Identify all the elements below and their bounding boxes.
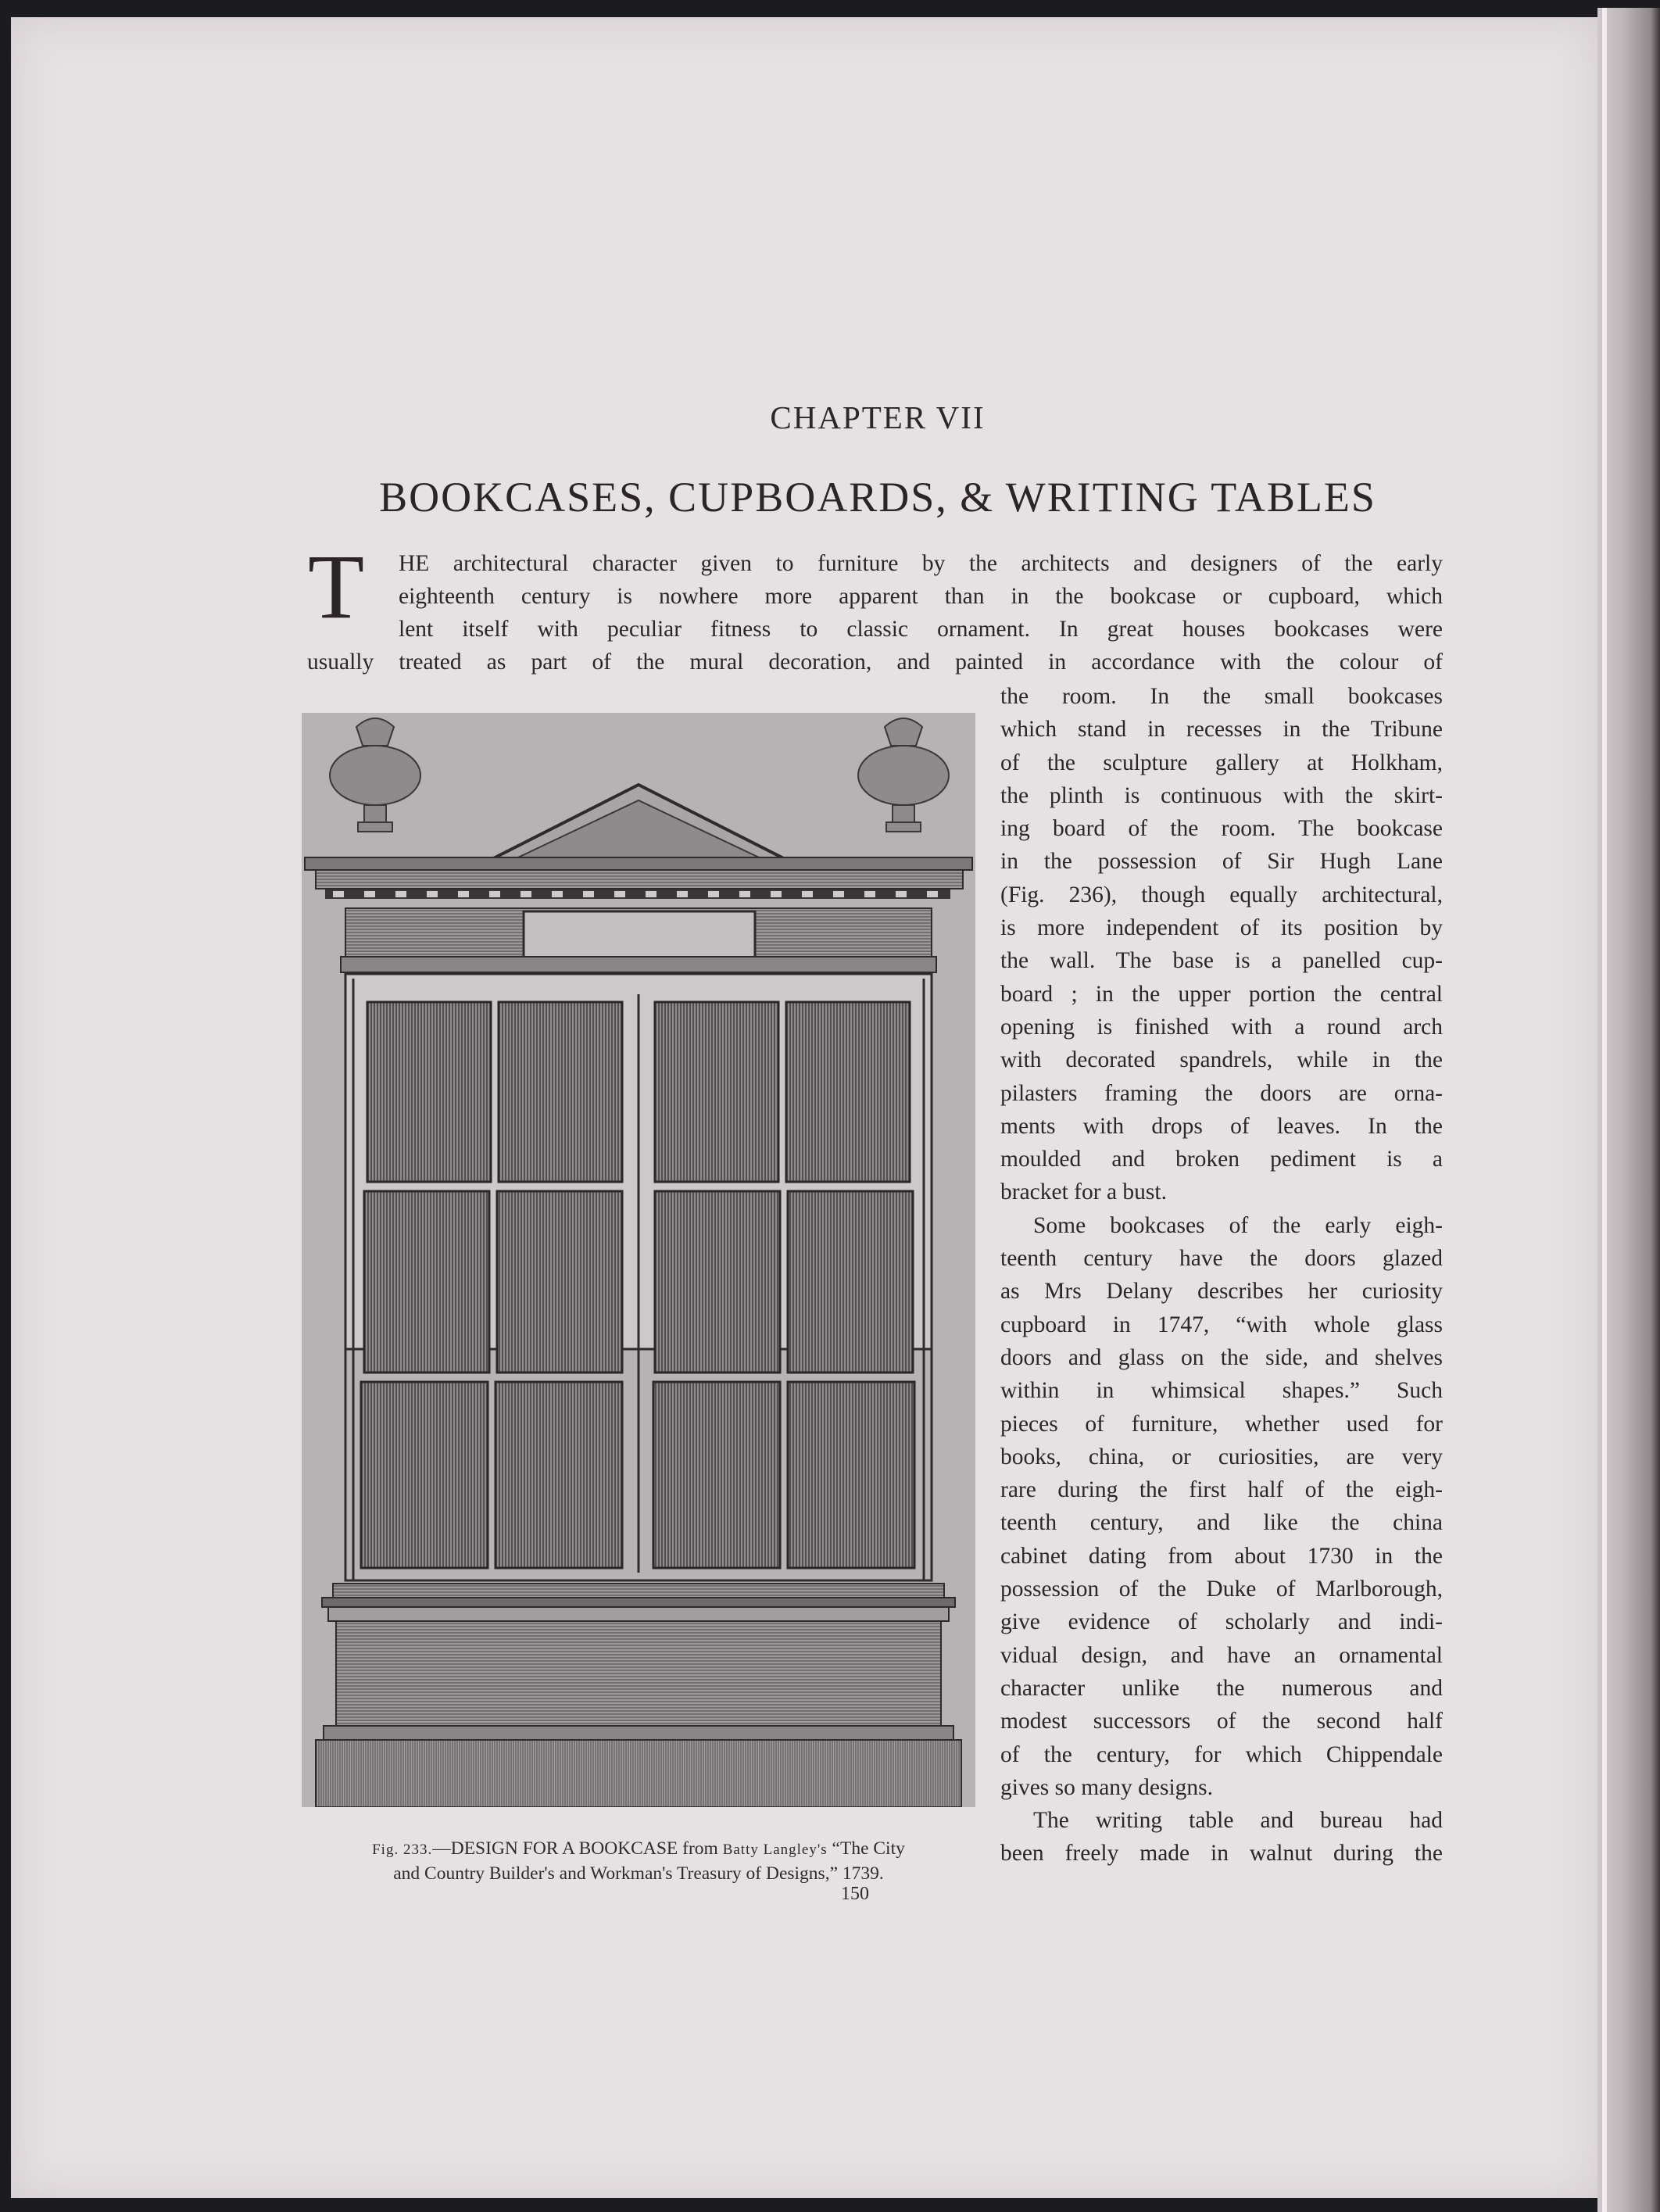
text-line: cabinet dating from about 1730 in the — [1000, 1543, 1443, 1569]
text-line: doors and glass on the side, and shelves — [1000, 1344, 1443, 1370]
caption-line-1 — [297, 1837, 980, 1862]
figure-caption — [297, 1837, 980, 1885]
chapter-title: BOOKCASES, CUPBOARDS, & WRITING TABLES — [379, 474, 1376, 521]
text-line: of the sculpture gallery at Holkham, — [1000, 750, 1443, 775]
text-line: with decorated spandrels, while in the — [1000, 1047, 1443, 1073]
text-line: gives so many designs. — [1000, 1774, 1214, 1800]
text-line: is more independent of its position by — [1000, 915, 1443, 941]
text-line: pieces of furniture, whether used for — [1000, 1411, 1443, 1437]
text-line: in the possession of Sir Hugh Lane — [1000, 849, 1443, 875]
right-text-column — [1000, 680, 1443, 1870]
text-line: vidual design, and have an ornamental — [1000, 1642, 1443, 1668]
intro-line-3: lent itself with peculiar fitness to classic ornament. In great houses bookcases were — [399, 617, 1443, 642]
caption-line-2: and Country Builder's and Workman's Treasury of Designs,” 1739. — [393, 1863, 884, 1884]
caption-fig-number: Fig. 233. — [372, 1842, 433, 1858]
intro-line-1: HE architectural character given to furniture by the architects and designers of the early — [399, 551, 1443, 576]
text-line: been freely made in walnut during the — [1000, 1841, 1443, 1867]
text-line: moulded and broken pediment is a — [1000, 1147, 1443, 1172]
text-line: possession of the Duke of Marlborough, — [1000, 1577, 1443, 1602]
page-gutter — [1602, 8, 1607, 2212]
intro-line-4: usually treated as part of the mural decoration, and painted in accordance with the colour of — [307, 650, 1443, 675]
page-number: 150 — [841, 1884, 869, 1904]
text-line: (Fig. 236), though equally architectural, — [1000, 882, 1443, 907]
text-line: board ; in the upper portion the central — [1000, 981, 1443, 1007]
text-line: books, china, or curiosities, are very — [1000, 1444, 1443, 1469]
text-line: The writing table and bureau had — [1033, 1808, 1443, 1834]
text-line: the plinth is continuous with the skirt- — [1000, 782, 1443, 808]
text-line: within in whimsical shapes.” Such — [1000, 1378, 1443, 1404]
text-line: rare during the first half of the eigh- — [1000, 1477, 1443, 1503]
text-line: teenth century, and like the china — [1000, 1510, 1443, 1536]
text-line: the room. In the small bookcases — [1000, 684, 1443, 709]
text-line: which stand in recesses in the Tribune — [1000, 717, 1443, 743]
text-line: bracket for a bust. — [1000, 1179, 1167, 1205]
text-line: give evidence of scholarly and indi- — [1000, 1609, 1443, 1635]
text-line: pilasters framing the doors are orna- — [1000, 1080, 1443, 1106]
text-line: character unlike the numerous and — [1000, 1675, 1443, 1701]
text-line: modest successors of the second half — [1000, 1709, 1443, 1734]
text-line: ments with drops of leaves. In the — [1000, 1113, 1443, 1139]
chapter-heading: CHAPTER VII — [770, 399, 986, 435]
bookcase-engraving — [302, 713, 975, 1807]
intro-line-2: eighteenth century is nowhere more apparent than in the bookcase or cupboard, which — [399, 584, 1443, 609]
text-line: as Mrs Delany describes her curiosity — [1000, 1279, 1443, 1305]
caption-author: Batty Langley's — [722, 1842, 828, 1858]
caption-text: “The City — [827, 1838, 905, 1859]
text-line: ing board of the room. The bookcase — [1000, 816, 1443, 842]
text-line: opening is finished with a round arch — [1000, 1014, 1443, 1040]
text-line: of the century, for which Chippendale — [1000, 1741, 1443, 1767]
text-line: Some bookcases of the early eigh- — [1033, 1212, 1443, 1238]
text-line: teenth century have the doors glazed — [1000, 1246, 1443, 1272]
text-line: cupboard in 1747, “with whole glass — [1000, 1312, 1443, 1337]
text-line: the wall. The base is a panelled cup- — [1000, 948, 1443, 974]
drop-cap: T — [308, 535, 365, 638]
next-page-edge — [1597, 8, 1660, 2212]
caption-text: —DESIGN FOR A BOOKCASE from — [432, 1838, 723, 1859]
